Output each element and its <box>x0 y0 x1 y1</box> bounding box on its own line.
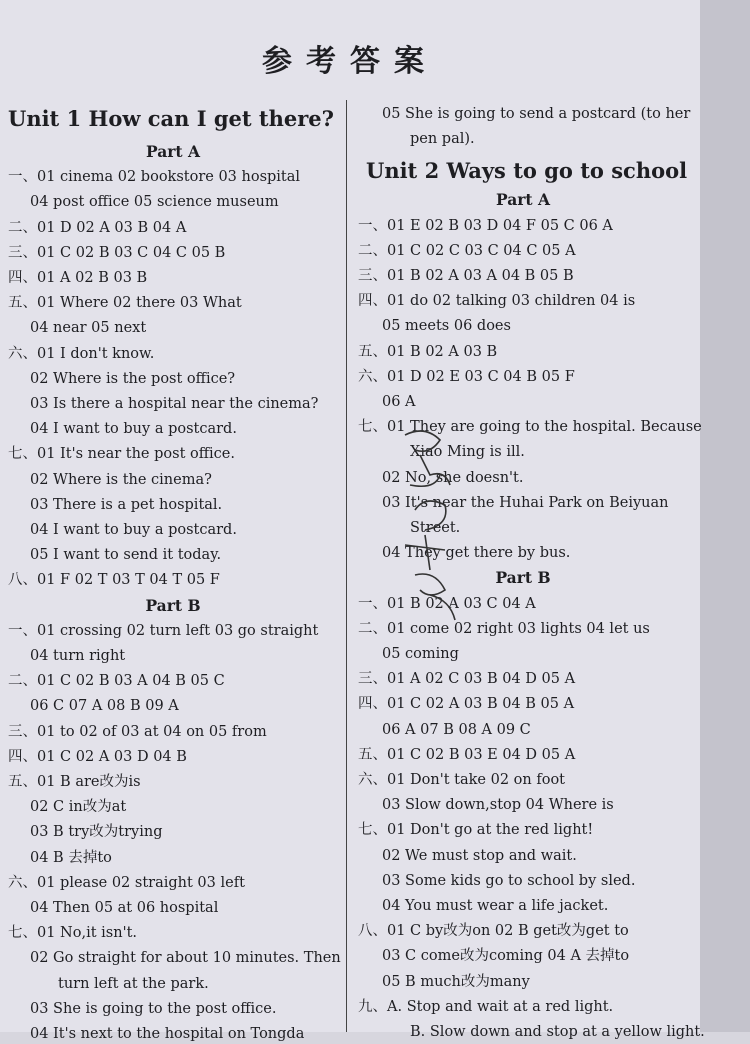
answer-row: 七、01 It's near the post office. <box>8 446 235 463</box>
answer-row: 05 I want to send it today. <box>30 547 222 564</box>
answer-row: 04 I want to buy a postcard. <box>30 421 237 438</box>
answer-row: 05 coming <box>382 646 459 662</box>
answer-row: 六、01 I don't know. <box>8 345 155 362</box>
answer-row: 四、01 do 02 talking 03 children 04 is <box>358 293 636 310</box>
answer-row: 03 B try改为trying <box>30 824 163 841</box>
answer-row: 二、01 C 02 B 03 A 04 B 05 C <box>8 673 225 690</box>
answer-row: 04 near 05 next <box>30 320 147 337</box>
answer-row: 02 C in改为at <box>30 799 127 816</box>
answer-row: 04 turn right <box>30 648 126 664</box>
answer-row: 03 There is a pet hospital. <box>30 496 223 513</box>
answer-row: 五、01 B are改为is <box>8 774 141 790</box>
part-heading: Part B <box>495 568 551 588</box>
answer-row: 04 I want to buy a postcard. <box>30 522 237 538</box>
answer-row: 一、01 cinema 02 bookstore 03 hospital <box>8 169 301 186</box>
column-divider <box>346 100 347 1032</box>
part-heading: Part A <box>495 190 551 210</box>
answer-row: 03 She is going to the post office. <box>30 1000 277 1017</box>
answer-row: 03 Slow down,stop 04 Where is <box>382 797 614 814</box>
answer-row: 七、01 No,it isn't. <box>8 925 137 942</box>
answer-row: 03 It's near the Huhai Park on Beiyuan <box>382 494 669 511</box>
answer-row: 04 B 去掉to <box>30 849 112 866</box>
answer-row: 一、01 crossing 02 turn left 03 go straight <box>8 622 319 639</box>
answer-row: 04 They get there by bus. <box>382 545 571 562</box>
answer-row: 04 post office 05 science museum <box>30 194 279 211</box>
answer-row: 04 You must wear a life jacket. <box>382 898 609 914</box>
unit-title: Unit 2 Ways to go to school <box>366 158 688 184</box>
part-heading: Part A <box>145 142 201 161</box>
answer-row: 02 Where is the cinema? <box>30 471 212 488</box>
answer-row: 05 meets 06 does <box>382 318 511 335</box>
answer-row: 七、01 They are going to the hospital. Because <box>358 419 702 436</box>
answer-row: 02 Go straight for about 10 minutes. Then <box>30 950 341 967</box>
answer-row: 二、01 D 02 A 03 B 04 A <box>8 219 187 236</box>
answer-row: 05 B much改为many <box>382 973 530 990</box>
answer-row: 06 A 07 B 08 A 09 C <box>382 721 531 738</box>
answer-row: turn left at the park. <box>58 975 209 992</box>
answer-row: 一、01 E 02 B 03 D 04 F 05 C 06 A <box>358 217 613 234</box>
answer-row: 八、01 F 02 T 03 T 04 T 05 F <box>8 572 220 589</box>
answer-row: 03 Some kids go to school by sled. <box>382 872 636 889</box>
answer-row: 三、01 to 02 of 03 at 04 on 05 from <box>8 723 267 740</box>
answer-row: 四、01 A 02 B 03 B <box>8 270 148 286</box>
answer-row: B. Slow down and stop at a yellow light. <box>410 1024 705 1040</box>
answer-row: 一、01 B 02 A 03 C 04 A <box>358 595 536 612</box>
answer-row: 三、01 A 02 C 03 B 04 D 05 A <box>358 671 576 688</box>
page-title: 参考答案 <box>262 44 438 79</box>
answer-row: 七、01 Don't go at the red light! <box>358 822 594 839</box>
answer-row: 02 No, she doesn't. <box>382 469 524 486</box>
answer-row: 06 A <box>382 394 416 410</box>
answer-row: Street. <box>410 520 461 536</box>
answer-row: 四、01 C 02 A 03 D 04 B <box>8 748 187 765</box>
answer-row: 03 C come改为coming 04 A 去掉to <box>382 948 630 965</box>
answer-row: 六、01 please 02 straight 03 left <box>8 874 245 891</box>
answer-row: 八、01 C by改为on 02 B get改为get to <box>358 923 629 940</box>
answer-row: 六、01 Don't take 02 on foot <box>358 772 566 788</box>
unit-title: Unit 1 How can I get there? <box>8 106 334 131</box>
answer-row: 三、01 C 02 B 03 C 04 C 05 B <box>8 244 226 261</box>
answer-row: 六、01 D 02 E 03 C 04 B 05 F <box>358 368 575 385</box>
answer-row: 02 Where is the post office? <box>30 370 236 387</box>
answer-row: 二、01 come 02 right 03 lights 04 let us <box>358 620 650 637</box>
answer-row: 五、01 C 02 B 03 E 04 D 05 A <box>358 746 576 763</box>
answer-row: 05 She is going to send a postcard (to her <box>382 106 691 122</box>
answer-row: 二、01 C 02 C 03 C 04 C 05 A <box>358 242 576 259</box>
answer-row: pen pal). <box>410 131 475 148</box>
answer-row: 三、01 B 02 A 03 A 04 B 05 B <box>358 268 574 284</box>
answer-row: 03 Is there a hospital near the cinema? <box>30 396 319 412</box>
page-edge <box>700 0 750 1032</box>
answer-row: 四、01 C 02 A 03 B 04 B 05 A <box>358 696 575 713</box>
answer-row: 五、01 Where 02 there 03 What <box>8 295 242 312</box>
answer-row: Xiao Ming is ill. <box>410 444 525 461</box>
answer-row: 02 We must stop and wait. <box>382 847 577 864</box>
answer-row: 五、01 B 02 A 03 B <box>358 343 498 360</box>
answer-row: 04 Then 05 at 06 hospital <box>30 900 219 916</box>
answer-row: 04 It's next to the hospital on Tongda <box>30 1026 305 1042</box>
part-heading: Part B <box>145 595 201 615</box>
answer-row: 06 C 07 A 08 B 09 A <box>30 698 179 715</box>
answer-row: 九、A. Stop and wait at a red light. <box>358 998 614 1015</box>
